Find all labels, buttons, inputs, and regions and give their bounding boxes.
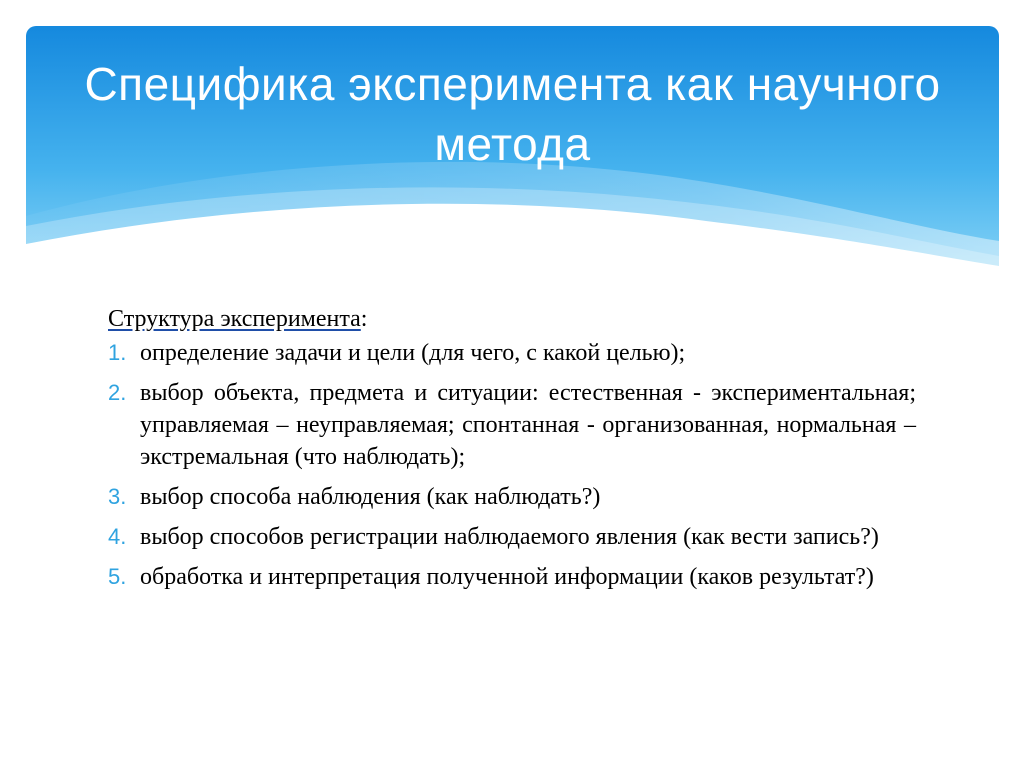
list-item-text: определение задачи и цели (для чего, с какой целью); [140, 340, 686, 366]
list-item [108, 337, 916, 369]
list-item [108, 377, 916, 473]
slide-title: Специфика эксперимента как научного метода [84, 58, 941, 170]
list-item [108, 481, 916, 513]
list-number: 3. [108, 484, 127, 509]
list-item [108, 561, 916, 593]
intro-heading: Структура эксперимента [108, 306, 361, 332]
list-item [108, 521, 916, 553]
list-item-text: выбор способа наблюдения (как наблюдать?) [140, 484, 601, 510]
list-number: 1. [108, 340, 127, 365]
intro-line [108, 303, 916, 335]
list-number: 2. [108, 380, 127, 405]
title-banner [26, 26, 999, 286]
content-block [108, 303, 916, 601]
list-item-text: выбор способов регистрации наблюдаемого явления (как вести запись?) [140, 524, 879, 550]
list-item-text: обработка и интерпретация полученной информации (каков результат?) [140, 564, 874, 590]
intro-colon: : [360, 306, 368, 332]
list-item-text: выбор объекта, предмета и ситуации: естественная - экспериментальная; управляемая – неуправляемая; спонтанная - организованная, нормальная – экстремальная (что наблюдать); [140, 380, 916, 470]
list-number: 5. [108, 564, 127, 589]
numbered-list [108, 337, 916, 593]
list-number: 4. [108, 524, 127, 549]
